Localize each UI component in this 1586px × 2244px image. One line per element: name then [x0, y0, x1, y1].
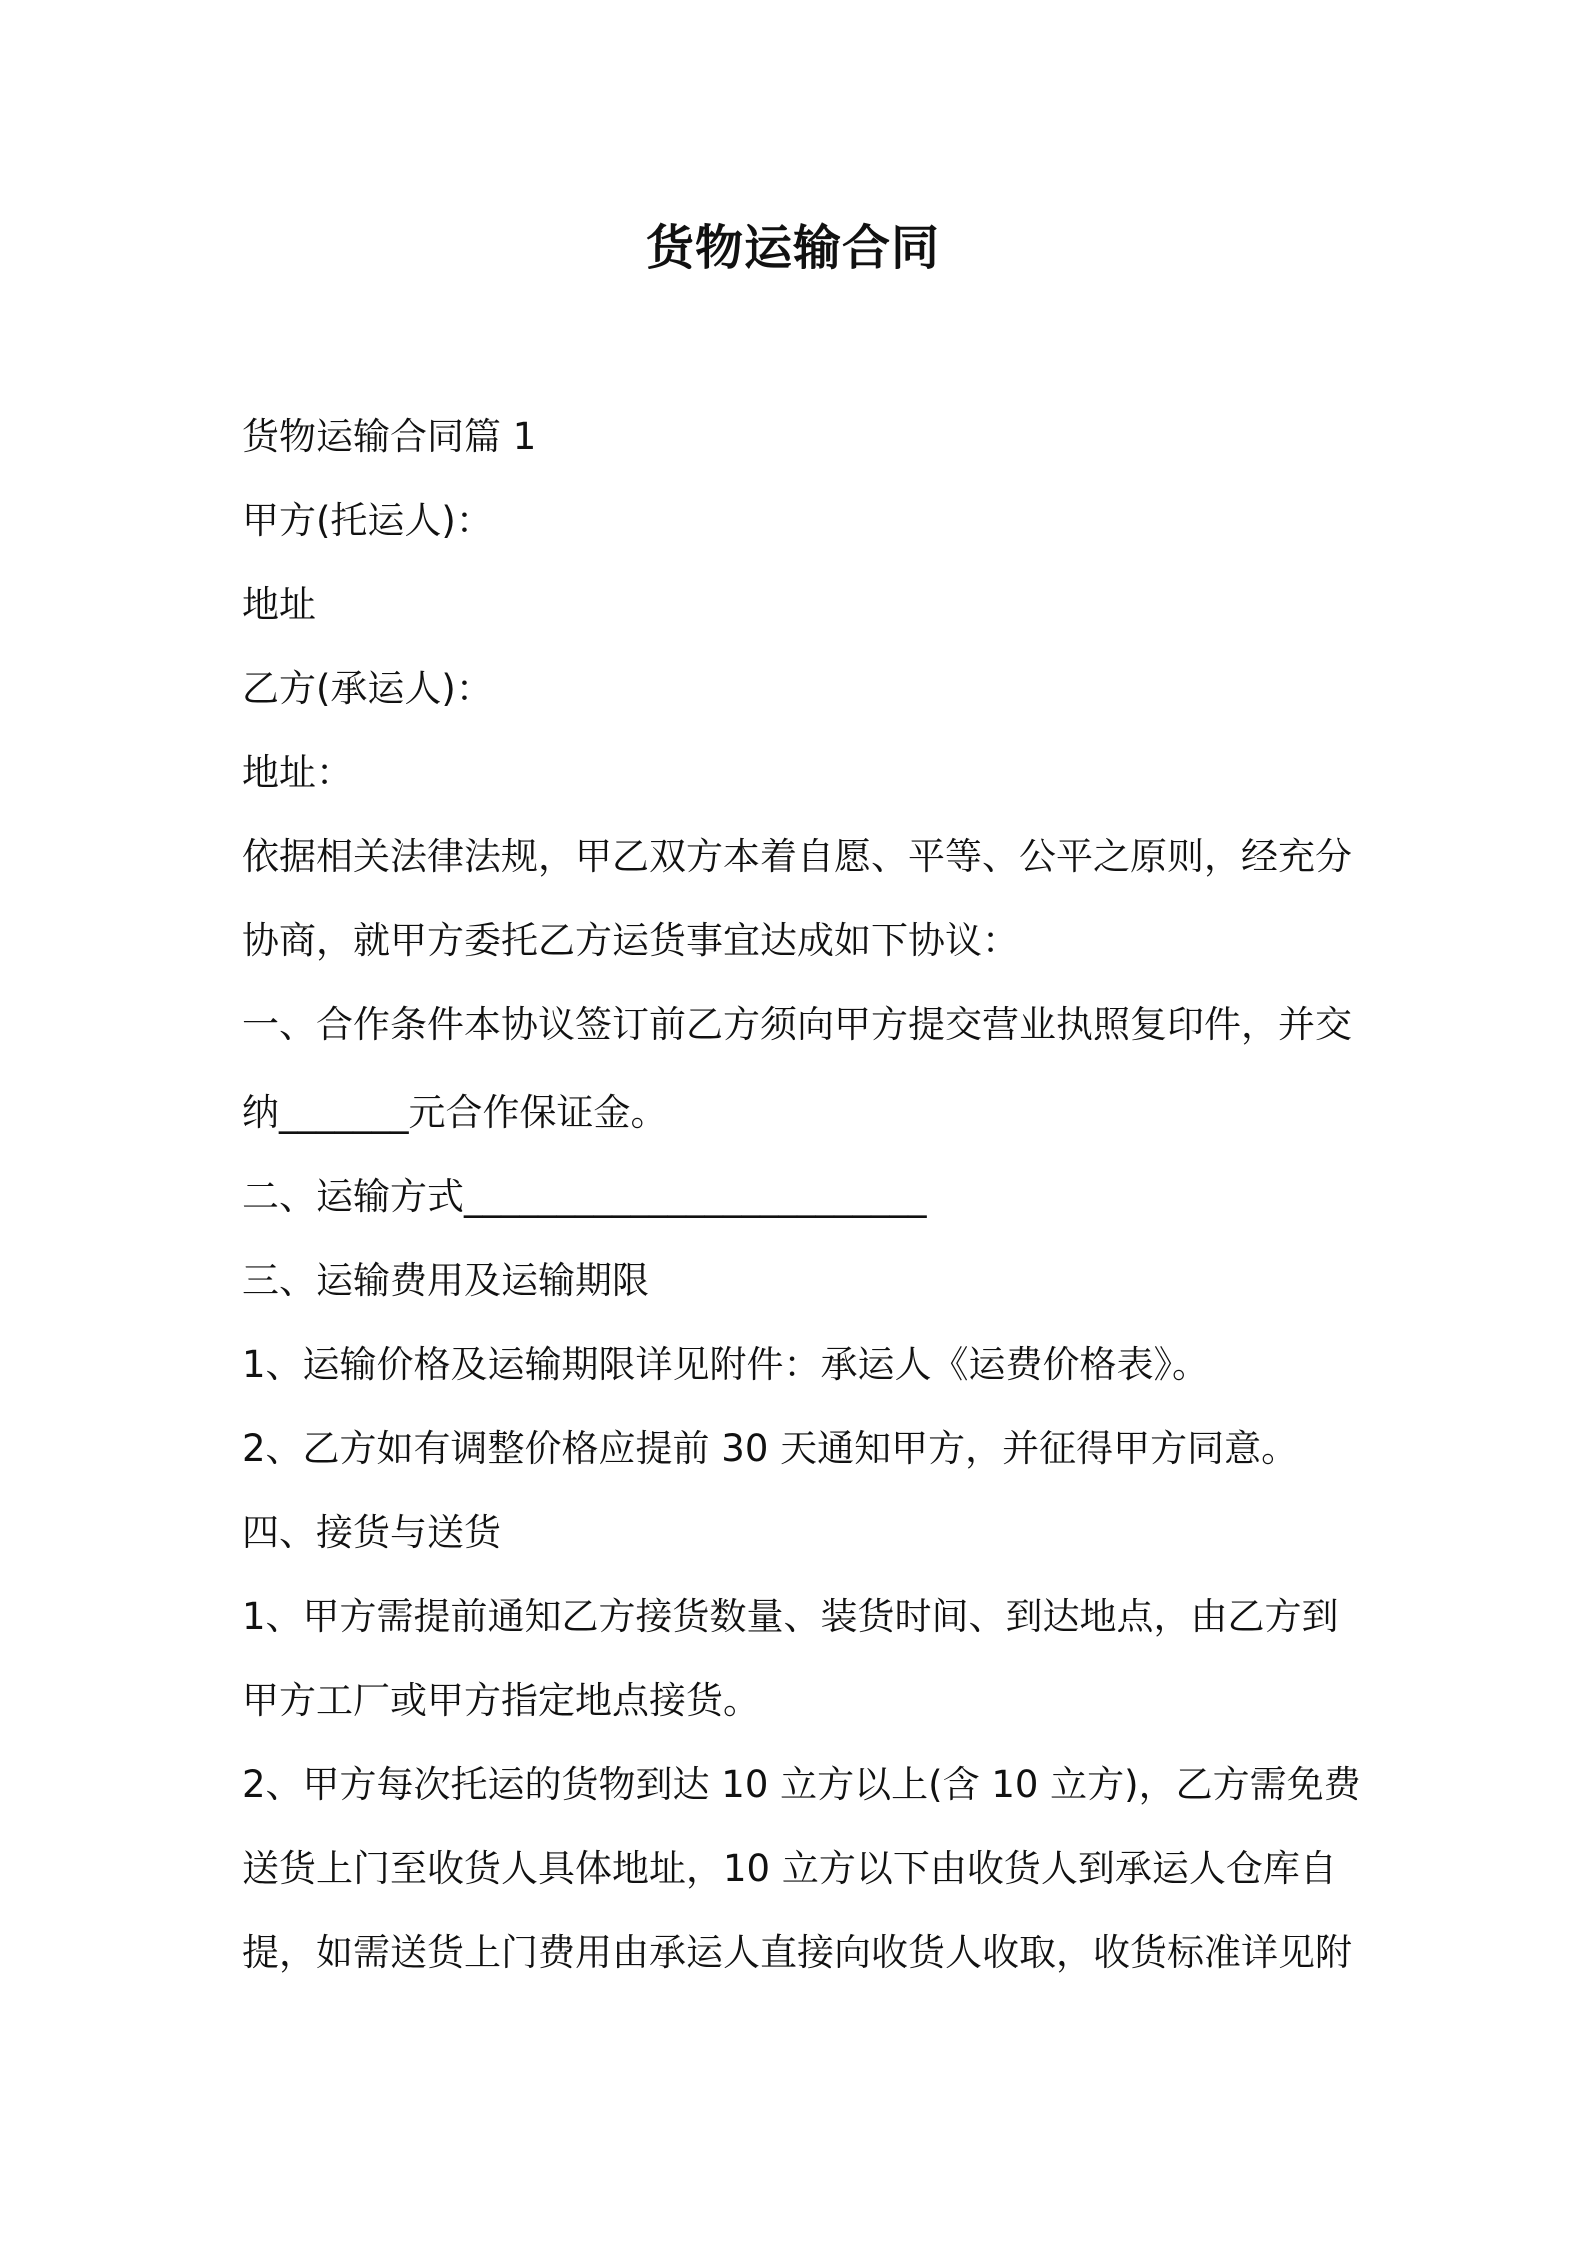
section-heading-part-1: 货物运输合同篇 1	[242, 415, 537, 458]
party-a-label: 甲方(托运人)：	[242, 499, 493, 542]
paragraph-line: 送货上门至收货人具体地址，10 立方以下由收货人到承运人仓库自	[242, 1847, 1337, 1890]
party-a-address: 地址	[242, 583, 316, 626]
section-heading: 三、运输费用及运输期限	[242, 1259, 649, 1302]
paragraph-line: 甲方工厂或甲方指定地点接货。	[242, 1679, 760, 1722]
paragraph-line: 一、合作条件本协议签订前乙方须向甲方提交营业执照复印件，并交	[242, 1003, 1352, 1046]
paragraph-line: 提，如需送货上门费用由承运人直接向收货人收取，收货标准详见附	[242, 1931, 1352, 1974]
paragraph-line: 2、乙方如有调整价格应提前 30 天通知甲方，并征得甲方同意。	[242, 1427, 1299, 1470]
paragraph-line: 依据相关法律法规，甲乙双方本着自愿、平等、公平之原则，经充分	[242, 835, 1352, 878]
party-b-label: 乙方(承运人)：	[242, 667, 493, 710]
paragraph-line: 协商，就甲方委托乙方运货事宜达成如下协议：	[242, 919, 1019, 962]
paragraph-line: 2、甲方每次托运的货物到达 10 立方以上(含 10 立方)，乙方需免费	[242, 1763, 1361, 1806]
section-heading: 四、接货与送货	[242, 1511, 501, 1554]
paragraph-line: 1、运输价格及运输期限详见附件：承运人《运费价格表》。	[242, 1343, 1210, 1386]
party-b-address: 地址：	[242, 751, 353, 794]
document-title: 货物运输合同	[645, 220, 940, 276]
paragraph-line: 二、运输方式_________________________	[242, 1175, 927, 1218]
paragraph-line: 纳_______元合作保证金。	[242, 1091, 668, 1134]
paragraph-line: 1、甲方需提前通知乙方接货数量、装货时间、到达地点，由乙方到	[242, 1595, 1339, 1638]
